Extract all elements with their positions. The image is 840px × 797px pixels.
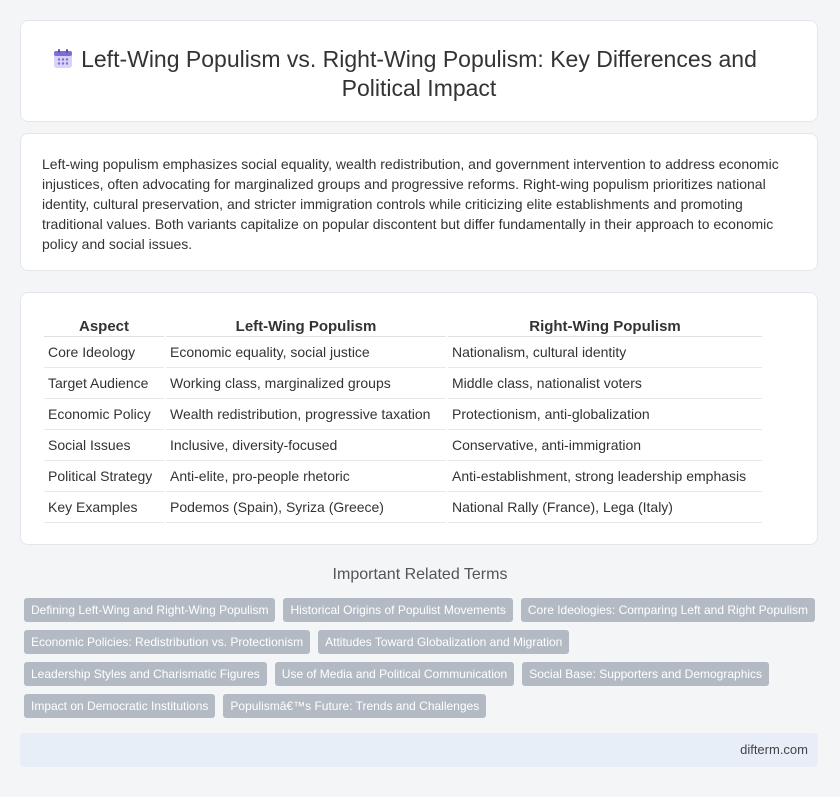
related-term-tag[interactable]: Historical Origins of Populist Movements — [283, 598, 512, 622]
footer-site-link[interactable]: difterm.com — [740, 742, 808, 757]
header-aspect: Aspect — [44, 315, 164, 337]
cell-aspect: Political Strategy — [44, 461, 164, 492]
cell-left: Wealth redistribution, progressive taxation — [166, 399, 446, 430]
table-row — [44, 368, 762, 399]
comparison-table — [42, 315, 764, 523]
related-term-tag[interactable]: Leadership Styles and Charismatic Figures — [24, 662, 267, 686]
cell-left: Anti-elite, pro-people rhetoric — [166, 461, 446, 492]
cell-right: Nationalism, cultural identity — [448, 337, 762, 368]
related-term-tag[interactable]: Social Base: Supporters and Demographics — [522, 662, 769, 686]
footer — [20, 733, 818, 767]
related-term-tag[interactable]: Economic Policies: Redistribution vs. Protectionism — [24, 630, 310, 654]
intro-paragraph: Left-wing populism emphasizes social equality, wealth redistribution, and government intervention to address economic injustices, often advocating for marginalized groups and progressive reforms. Right-wing populism prioritizes national identity, cultural preservation, and stricter immigration controls while criticizing elite establishments and promoting traditional values. Both variants capitalize on popular discontent but differ fundamentally in their approach to economic policy and social issues. — [42, 156, 779, 252]
related-term-tag[interactable]: Core Ideologies: Comparing Left and Right Populism — [521, 598, 815, 622]
table-row — [44, 492, 762, 523]
header-left-wing: Left-Wing Populism — [166, 315, 446, 337]
cell-aspect: Key Examples — [44, 492, 164, 523]
cell-aspect: Target Audience — [44, 368, 164, 399]
cell-right: Anti-establishment, strong leadership emphasis — [448, 461, 762, 492]
cell-right: National Rally (France), Lega (Italy) — [448, 492, 762, 523]
table-row — [44, 399, 762, 430]
cell-left: Economic equality, social justice — [166, 337, 446, 368]
cell-aspect: Core Ideology — [44, 337, 164, 368]
header-right-wing: Right-Wing Populism — [448, 315, 762, 337]
table-header-row — [44, 315, 762, 337]
cell-left: Podemos (Spain), Syriza (Greece) — [166, 492, 446, 523]
cell-right: Conservative, anti-immigration — [448, 430, 762, 461]
cell-left: Working class, marginalized groups — [166, 368, 446, 399]
related-term-tag[interactable]: Populismâ€™s Future: Trends and Challenges — [223, 694, 486, 718]
related-term-tag[interactable]: Use of Media and Political Communication — [275, 662, 514, 686]
table-row — [44, 430, 762, 461]
cell-right: Protectionism, anti-globalization — [448, 399, 762, 430]
related-term-tag[interactable]: Defining Left-Wing and Right-Wing Populism — [24, 598, 275, 622]
cell-aspect: Social Issues — [44, 430, 164, 461]
table-row — [44, 337, 762, 368]
comparison-card — [20, 292, 818, 545]
related-term-tag[interactable]: Impact on Democratic Institutions — [24, 694, 215, 718]
cell-aspect: Economic Policy — [44, 399, 164, 430]
page-title: Left-Wing Populism vs. Right-Wing Populism: Key Differences and Political Impact — [81, 46, 757, 101]
title-card — [20, 20, 818, 122]
cell-right: Middle class, nationalist voters — [448, 368, 762, 399]
intro-card — [20, 133, 818, 271]
table-row — [44, 461, 762, 492]
cell-left: Inclusive, diversity-focused — [166, 430, 446, 461]
related-terms-title: Important Related Terms — [332, 566, 508, 583]
related-term-tag[interactable]: Attitudes Toward Globalization and Migration — [318, 630, 569, 654]
related-terms-list — [24, 598, 824, 726]
